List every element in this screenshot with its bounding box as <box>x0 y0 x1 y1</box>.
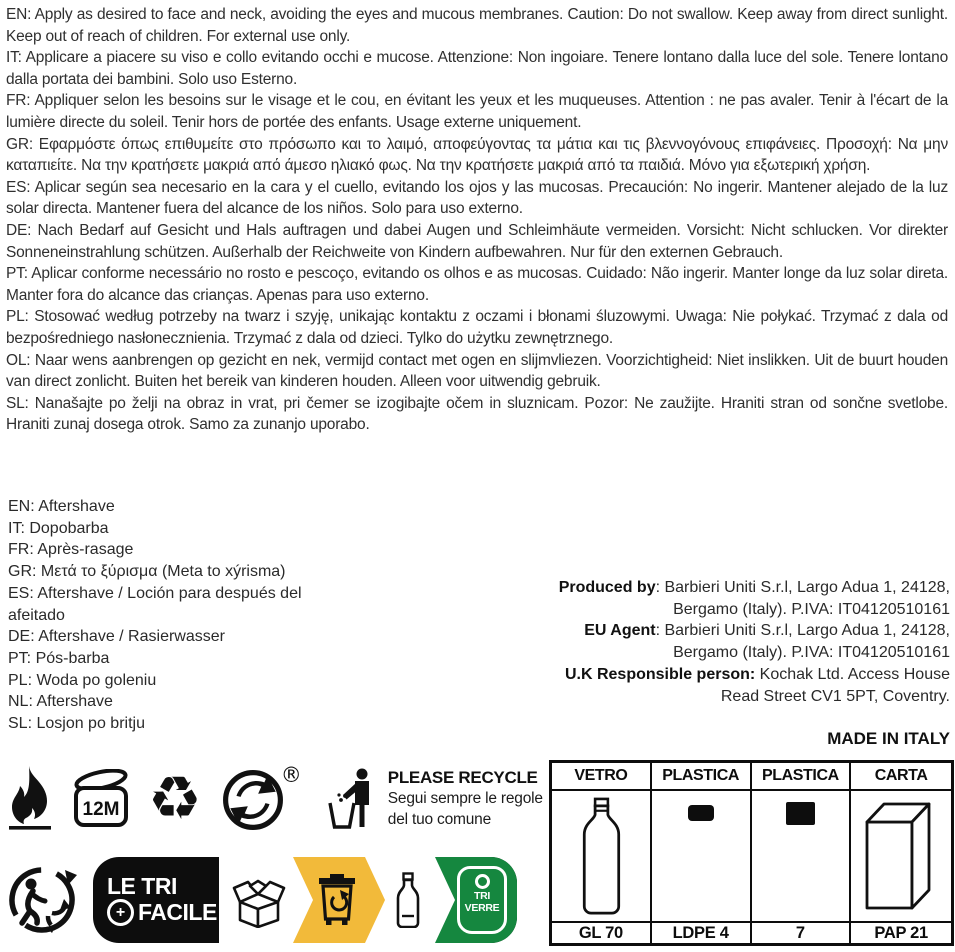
please-recycle-title: PLEASE RECYCLE <box>387 768 538 787</box>
product-name-gr: GR: Μετά το ξύρισμα (Meta to xýrisma) <box>8 563 286 581</box>
warnings-block <box>6 4 948 436</box>
plus-icon: + <box>107 899 134 926</box>
large-cap-cell <box>752 791 852 921</box>
column-header-carta: CARTA <box>851 763 951 791</box>
code-pap21: PAP 21 <box>851 921 951 943</box>
tri-verre-icon <box>457 866 507 934</box>
product-name-sl: SL: Losjon po britju <box>8 715 145 733</box>
eu-agent-line: EU Agent: Barbieri Uniti S.r.l, Largo Adua 1, 24128, <box>584 622 950 640</box>
symbols-row <box>8 763 543 835</box>
carton-box-icon <box>862 796 940 914</box>
warning-pt: PT: Aplicar conforme necessário no rosto e pescoço, evitando os olhos e as mucosas. Cuidado: Não ingerir. Manter longe da luz solar direta. Manter fora do alcance das crianças. Apenas para uso externo. <box>6 265 948 304</box>
made-in-italy: MADE IN ITALY <box>827 729 950 749</box>
uk-responsible-line: U.K Responsible person: Kochak Ltd. Access House <box>564 665 950 683</box>
product-names-block <box>8 496 346 735</box>
warning-de: DE: Nach Bedarf auf Gesicht und Hals auftragen und dabei Augen und Schleimhäute vermeiden. Vorsicht: Nicht schlucken. Vor direkter Sonneneinstrahlung schützen. Außerhalb der Reichweite von Kindern aufbewahren. Nur für den externen Gebrauch. <box>6 221 948 261</box>
warning-nl: OL: Naar wens aanbrengen op gezicht en nek, vermijd contact met ogen en slijmvliezen. Voorzichtigheid: Niet inslikken. Uit de buurt houden van direct zonlicht. Buiten het bereik van kinderen houden. Alleen voor uitwendig gebruik. <box>6 351 948 391</box>
warning-es: ES: Aplicar según sea necesario en la cara y el cuello, evitando los ojos y las mucosas. Precaución: No ingerir. Mantener alejado de la luz solar directa. Mantener fuera del alcance de los niños. Solo para uso externo. <box>6 178 948 218</box>
materials-table <box>549 760 954 946</box>
large-cap-icon <box>786 802 815 825</box>
please-recycle-line1: Segui sempre le regole <box>387 790 543 807</box>
produced-by-line: Produced by: Barbieri Uniti S.r.l, Largo Adua 1, 24128, <box>558 579 950 596</box>
product-name-en: EN: Aftershave <box>8 498 115 515</box>
pao-label: 12M <box>82 799 120 820</box>
small-cap-cell <box>652 791 752 921</box>
column-header-vetro: VETRO <box>552 763 652 791</box>
tri-label: TRI <box>473 890 490 902</box>
product-name-pt: PT: Pós-barba <box>8 649 110 667</box>
code-ldpe4: LDPE 4 <box>652 921 752 943</box>
facile-label: FACILE <box>138 899 217 925</box>
glass-bottle-cell <box>552 791 652 921</box>
green-dot-icon <box>222 763 302 831</box>
warning-pl: PL: Stosować według potrzeby na twarz i szyję, unikając kontaktu z oczami i błonami śluzowymi. Uwaga: Nie połykać. Trzymać z dala od bezpośredniego nasłonecznienia. Trzymać z dala od dzieci. Tylko do użytku zewnętrznego. <box>6 308 948 347</box>
column-header-plastica-1: PLASTICA <box>652 763 752 791</box>
open-box-icon <box>232 872 286 928</box>
tidyman-icon <box>326 767 378 831</box>
code-7: 7 <box>752 921 852 943</box>
wheelie-bin-icon <box>314 873 360 927</box>
carton-box-cell <box>851 791 951 921</box>
le-tri-facile-text <box>93 857 219 943</box>
glass-hole-icon <box>475 874 490 889</box>
uk-responsible-line2: Read Street CV1 5PT, Coventry. <box>720 687 950 705</box>
flammable-icon <box>8 766 52 832</box>
registered-trademark: ® <box>280 763 302 787</box>
triman-icon <box>8 861 80 939</box>
small-cap-icon <box>688 805 714 821</box>
warning-en: EN: Apply as desired to face and neck, avoiding the eyes and mucous membranes. Caution: Do not swallow. Keep away from direct sunlight. Keep out of reach of children. For external use only. <box>6 6 948 45</box>
produced-by-line2: Bergamo (Italy). P.IVA: IT04120510161 <box>673 600 950 618</box>
le-tri-label: LE TRI <box>107 873 177 899</box>
code-gl70: GL 70 <box>552 921 652 943</box>
producer-block <box>470 577 950 750</box>
warning-fr: FR: Appliquer selon les besoins sur le visage et le cou, en évitant les yeux et les muqueuses. Attention : ne pas avaler. Tenir à l'écart de la lumière directe du soleil. Tenir hors de portée des enfants. Usage externe uniquement. <box>6 92 948 131</box>
product-name-it: IT: Dopobarba <box>8 519 109 537</box>
warning-it: IT: Applicare a piacere su viso e collo evitando occhi e mucose. Attenzione: Non ingoiare. Tenere lontano dalla luce del sole. Tenere lontano dalla portata dei bambini. Solo uso Esterno. <box>6 49 948 88</box>
warning-gr: GR: Εφαρμόστε όπως επιθυμείτε στο πρόσωπο και το λαιμό, αποφεύγοντας τα μάτια και τις βλεννογόνους επιφάνειες. Προσοχή: Να μην καταπιείτε. Να την κρατήσετε μακριά από άμεσο ηλιακό φως. Να την κρατήσετε μακριά από τα παιδιά. Μόνο για εξωτερική χρήση. <box>6 135 948 175</box>
glass-bottle-icon <box>569 796 633 920</box>
column-header-plastica-2: PLASTICA <box>752 763 852 791</box>
product-name-nl: NL: Aftershave <box>8 693 113 711</box>
small-bottle-icon <box>394 872 422 928</box>
product-name-pl: PL: Woda po goleniu <box>8 671 157 689</box>
pao-12m-icon <box>72 769 130 829</box>
eu-agent-line2: Bergamo (Italy). P.IVA: IT04120510161 <box>673 644 950 662</box>
recycling-mobius-icon: ♻ <box>148 764 202 834</box>
please-recycle-line2: del tuo comune <box>387 811 491 828</box>
product-name-es: ES: Aftershave / Loción para después del afeitado <box>8 584 302 624</box>
warning-sl: SL: Nanašajte po želji na obraz in vrat, pri čemer se izogibajte očem in sluznicam. Pozor: Ne zaužijte. Hraniti stran od sončne svetlobe. Hraniti zunaj dosega otrok. Samo za zunanjo uporabo. <box>6 394 948 434</box>
triman-row <box>8 857 517 943</box>
le-tri-facile-banner <box>93 857 517 943</box>
cardboard-box-segment <box>219 857 313 943</box>
product-name-de: DE: Aftershave / Rasierwasser <box>8 628 225 646</box>
please-recycle-note <box>388 768 543 830</box>
verre-label: VERRE <box>464 901 500 914</box>
product-name-fr: FR: Après-rasage <box>8 541 134 559</box>
